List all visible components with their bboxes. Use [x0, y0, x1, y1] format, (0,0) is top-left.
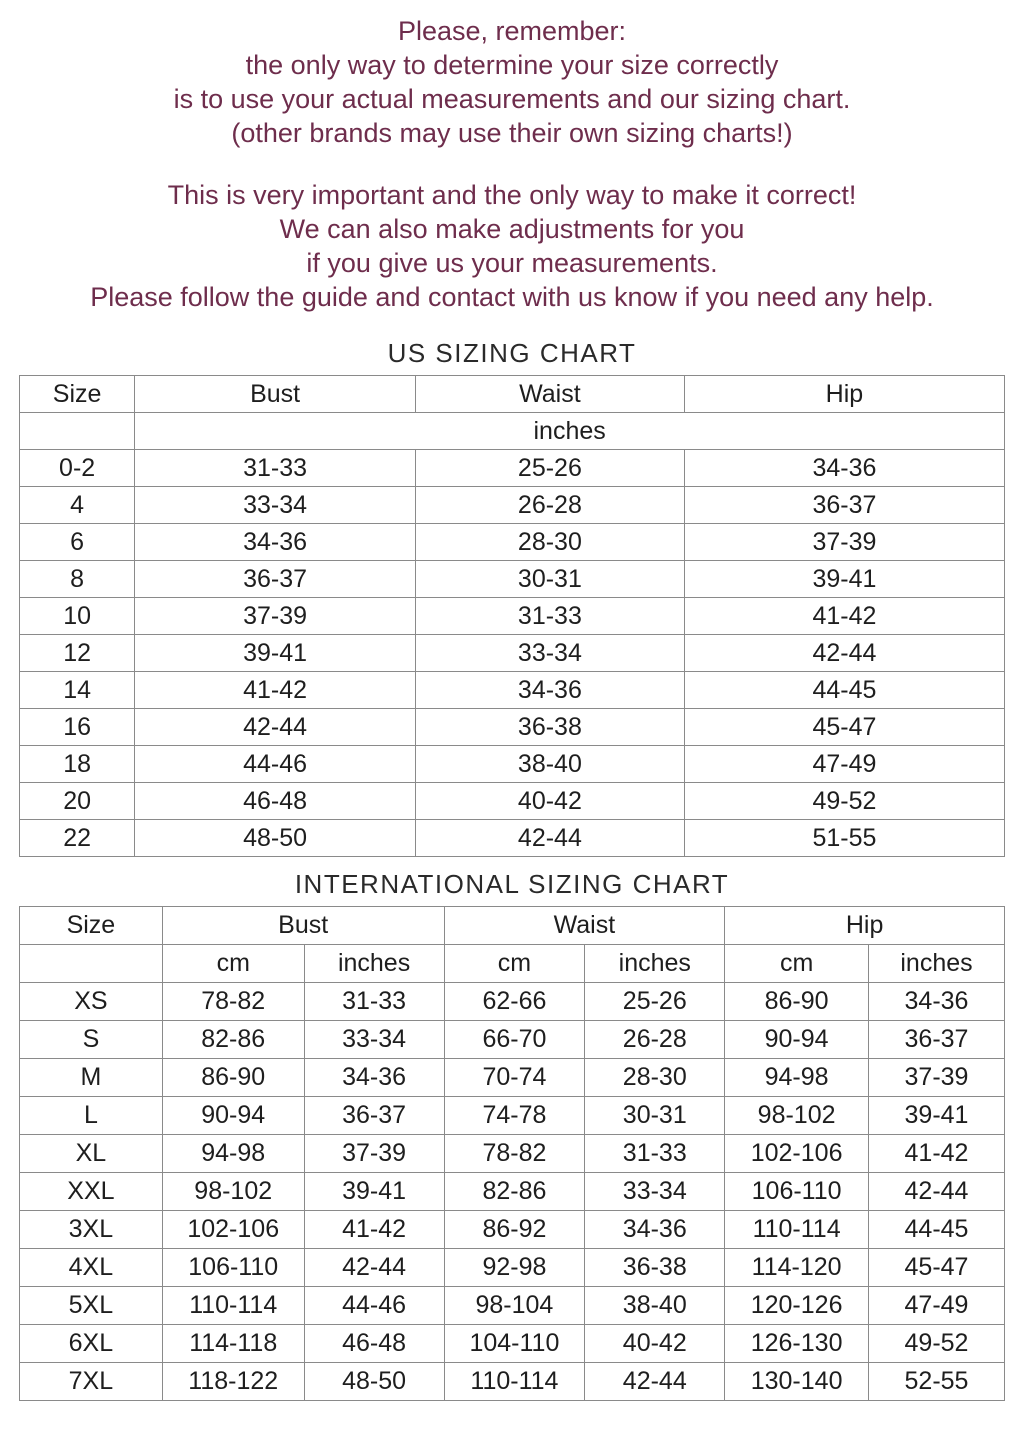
waist-cm-cell: 104-110	[444, 1325, 585, 1363]
bust-cell: 37-39	[135, 598, 416, 635]
table-row	[20, 783, 1005, 820]
size-cell: 4	[20, 487, 135, 524]
intl-units-row	[20, 945, 1005, 983]
size-cell: 16	[20, 709, 135, 746]
waist-cm-cell: 98-104	[444, 1287, 585, 1325]
size-cell: 14	[20, 672, 135, 709]
hip-cm-cell: 94-98	[725, 1059, 869, 1097]
waist-cell: 38-40	[415, 746, 684, 783]
bust-in-cell: 34-36	[304, 1059, 444, 1097]
intro-line: We can also make adjustments for you	[279, 214, 745, 244]
hip-cell: 45-47	[684, 709, 1004, 746]
waist-cell: 31-33	[415, 598, 684, 635]
bust-in-cell: 44-46	[304, 1287, 444, 1325]
hip-in-cell: 34-36	[869, 983, 1005, 1021]
hip-cell: 39-41	[684, 561, 1004, 598]
size-cell: 8	[20, 561, 135, 598]
bust-in-cell: 41-42	[304, 1211, 444, 1249]
table-row	[20, 524, 1005, 561]
waist-cm-cell: 110-114	[444, 1363, 585, 1401]
hip-in-cell: 52-55	[869, 1363, 1005, 1401]
size-cell: 22	[20, 820, 135, 857]
bust-cell: 42-44	[135, 709, 416, 746]
hip-in-cell: 49-52	[869, 1325, 1005, 1363]
us-table-body	[20, 450, 1005, 857]
units-cell-waist-cm: cm	[444, 945, 585, 983]
waist-cm-cell: 66-70	[444, 1021, 585, 1059]
intro-line: is to use your actual measurements and our sizing chart.	[173, 84, 851, 114]
intro-line: Please follow the guide and contact with us know if you need any help.	[90, 282, 934, 312]
size-cell: M	[20, 1059, 163, 1097]
waist-cm-cell: 62-66	[444, 983, 585, 1021]
bust-cell: 39-41	[135, 635, 416, 672]
table-row	[20, 561, 1005, 598]
bust-cell: 31-33	[135, 450, 416, 487]
intro-line: This is very important and the only way to make it correct!	[167, 180, 857, 210]
size-cell: 20	[20, 783, 135, 820]
waist-cell: 36-38	[415, 709, 684, 746]
hip-cell: 36-37	[684, 487, 1004, 524]
waist-cm-cell: 86-92	[444, 1211, 585, 1249]
international-sizing-table	[19, 906, 1005, 1401]
table-row	[20, 1097, 1005, 1135]
us-sizing-table	[19, 375, 1005, 857]
empty-cell	[20, 945, 163, 983]
waist-cell: 40-42	[415, 783, 684, 820]
bust-in-cell: 48-50	[304, 1363, 444, 1401]
size-cell: 6XL	[20, 1325, 163, 1363]
bust-cell: 41-42	[135, 672, 416, 709]
hip-cm-cell: 90-94	[725, 1021, 869, 1059]
bust-in-cell: 39-41	[304, 1173, 444, 1211]
waist-in-cell: 36-38	[585, 1249, 725, 1287]
hip-cell: 34-36	[684, 450, 1004, 487]
size-cell: 10	[20, 598, 135, 635]
waist-in-cell: 30-31	[585, 1097, 725, 1135]
waist-cm-cell: 92-98	[444, 1249, 585, 1287]
units-cell-hip-cm: cm	[725, 945, 869, 983]
waist-in-cell: 33-34	[585, 1173, 725, 1211]
hip-in-cell: 37-39	[869, 1059, 1005, 1097]
intl-header-row	[20, 907, 1005, 945]
column-header-size: Size	[20, 376, 135, 413]
hip-cm-cell: 106-110	[725, 1173, 869, 1211]
intro-line: (other brands may use their own sizing charts!)	[231, 118, 793, 148]
bust-cell: 46-48	[135, 783, 416, 820]
waist-in-cell: 28-30	[585, 1059, 725, 1097]
table-row	[20, 635, 1005, 672]
size-cell: XXL	[20, 1173, 163, 1211]
intro-line: the only way to determine your size correctly	[245, 50, 779, 80]
table-row	[20, 672, 1005, 709]
hip-in-cell: 41-42	[869, 1135, 1005, 1173]
hip-cell: 49-52	[684, 783, 1004, 820]
bust-cm-cell: 86-90	[162, 1059, 304, 1097]
table-row	[20, 1211, 1005, 1249]
table-row	[20, 487, 1005, 524]
waist-cm-cell: 82-86	[444, 1173, 585, 1211]
hip-in-cell: 39-41	[869, 1097, 1005, 1135]
units-cell: inches	[135, 413, 1005, 450]
waist-in-cell: 40-42	[585, 1325, 725, 1363]
hip-cell: 51-55	[684, 820, 1004, 857]
bust-in-cell: 31-33	[304, 983, 444, 1021]
waist-cell: 28-30	[415, 524, 684, 561]
table-row	[20, 1249, 1005, 1287]
bust-cm-cell: 114-118	[162, 1325, 304, 1363]
units-cell-hip-inches: inches	[869, 945, 1005, 983]
bust-in-cell: 37-39	[304, 1135, 444, 1173]
bust-cm-cell: 90-94	[162, 1097, 304, 1135]
size-cell: 0-2	[20, 450, 135, 487]
size-cell: S	[20, 1021, 163, 1059]
bust-cm-cell: 78-82	[162, 983, 304, 1021]
bust-in-cell: 36-37	[304, 1097, 444, 1135]
hip-cm-cell: 114-120	[725, 1249, 869, 1287]
table-row	[20, 1325, 1005, 1363]
size-cell: XL	[20, 1135, 163, 1173]
waist-cm-cell: 74-78	[444, 1097, 585, 1135]
bust-cm-cell: 94-98	[162, 1135, 304, 1173]
table-row	[20, 1287, 1005, 1325]
table-row	[20, 709, 1005, 746]
units-cell-bust-inches: inches	[304, 945, 444, 983]
intl-table-body	[20, 983, 1005, 1401]
bust-cell: 44-46	[135, 746, 416, 783]
column-header-bust: Bust	[135, 376, 416, 413]
size-cell: 3XL	[20, 1211, 163, 1249]
bust-cm-cell: 102-106	[162, 1211, 304, 1249]
hip-in-cell: 36-37	[869, 1021, 1005, 1059]
hip-in-cell: 44-45	[869, 1211, 1005, 1249]
intro-line: if you give us your measurements.	[306, 248, 718, 278]
waist-cm-cell: 70-74	[444, 1059, 585, 1097]
waist-in-cell: 31-33	[585, 1135, 725, 1173]
us-units-row	[20, 413, 1005, 450]
waist-cell: 34-36	[415, 672, 684, 709]
waist-cell: 26-28	[415, 487, 684, 524]
bust-cell: 33-34	[135, 487, 416, 524]
table-row	[20, 598, 1005, 635]
size-cell: 6	[20, 524, 135, 561]
intro-paragraph-2	[0, 178, 1024, 314]
units-cell-bust-cm: cm	[162, 945, 304, 983]
hip-cm-cell: 130-140	[725, 1363, 869, 1401]
table-row	[20, 820, 1005, 857]
column-header-hip: Hip	[725, 907, 1005, 945]
waist-cell: 42-44	[415, 820, 684, 857]
waist-cell: 30-31	[415, 561, 684, 598]
us-header-row	[20, 376, 1005, 413]
bust-in-cell: 33-34	[304, 1021, 444, 1059]
size-cell: 7XL	[20, 1363, 163, 1401]
hip-cell: 37-39	[684, 524, 1004, 561]
units-cell-waist-inches: inches	[585, 945, 725, 983]
bust-cell: 48-50	[135, 820, 416, 857]
hip-cell: 44-45	[684, 672, 1004, 709]
column-header-hip: Hip	[684, 376, 1004, 413]
hip-cm-cell: 120-126	[725, 1287, 869, 1325]
waist-in-cell: 38-40	[585, 1287, 725, 1325]
waist-in-cell: 26-28	[585, 1021, 725, 1059]
us-chart-title: US SIZING CHART	[387, 338, 637, 368]
bust-in-cell: 42-44	[304, 1249, 444, 1287]
size-cell: 12	[20, 635, 135, 672]
waist-cm-cell: 78-82	[444, 1135, 585, 1173]
bust-cm-cell: 82-86	[162, 1021, 304, 1059]
empty-cell	[20, 413, 135, 450]
bust-in-cell: 46-48	[304, 1325, 444, 1363]
table-row	[20, 1021, 1005, 1059]
hip-cm-cell: 102-106	[725, 1135, 869, 1173]
intro-line: Please, remember:	[397, 16, 627, 46]
hip-in-cell: 45-47	[869, 1249, 1005, 1287]
hip-in-cell: 47-49	[869, 1287, 1005, 1325]
intro-text	[0, 0, 1024, 314]
bust-cm-cell: 110-114	[162, 1287, 304, 1325]
column-header-size: Size	[20, 907, 163, 945]
hip-cm-cell: 126-130	[725, 1325, 869, 1363]
hip-cell: 47-49	[684, 746, 1004, 783]
hip-cm-cell: 86-90	[725, 983, 869, 1021]
hip-cm-cell: 98-102	[725, 1097, 869, 1135]
waist-in-cell: 25-26	[585, 983, 725, 1021]
hip-cell: 42-44	[684, 635, 1004, 672]
international-chart-title: INTERNATIONAL SIZING CHART	[294, 869, 730, 899]
bust-cm-cell: 118-122	[162, 1363, 304, 1401]
table-row	[20, 1135, 1005, 1173]
size-cell: 18	[20, 746, 135, 783]
bust-cell: 34-36	[135, 524, 416, 561]
waist-in-cell: 42-44	[585, 1363, 725, 1401]
size-cell: 4XL	[20, 1249, 163, 1287]
column-header-bust: Bust	[162, 907, 444, 945]
size-cell: 5XL	[20, 1287, 163, 1325]
column-header-waist: Waist	[444, 907, 725, 945]
table-row	[20, 983, 1005, 1021]
bust-cm-cell: 106-110	[162, 1249, 304, 1287]
bust-cm-cell: 98-102	[162, 1173, 304, 1211]
bust-cell: 36-37	[135, 561, 416, 598]
table-row	[20, 450, 1005, 487]
hip-cell: 41-42	[684, 598, 1004, 635]
hip-cm-cell: 110-114	[725, 1211, 869, 1249]
intro-paragraph-1	[0, 14, 1024, 150]
table-row	[20, 1363, 1005, 1401]
table-row	[20, 1173, 1005, 1211]
hip-in-cell: 42-44	[869, 1173, 1005, 1211]
table-row	[20, 1059, 1005, 1097]
waist-cell: 33-34	[415, 635, 684, 672]
size-cell: XS	[20, 983, 163, 1021]
table-row	[20, 746, 1005, 783]
waist-in-cell: 34-36	[585, 1211, 725, 1249]
waist-cell: 25-26	[415, 450, 684, 487]
size-cell: L	[20, 1097, 163, 1135]
column-header-waist: Waist	[415, 376, 684, 413]
